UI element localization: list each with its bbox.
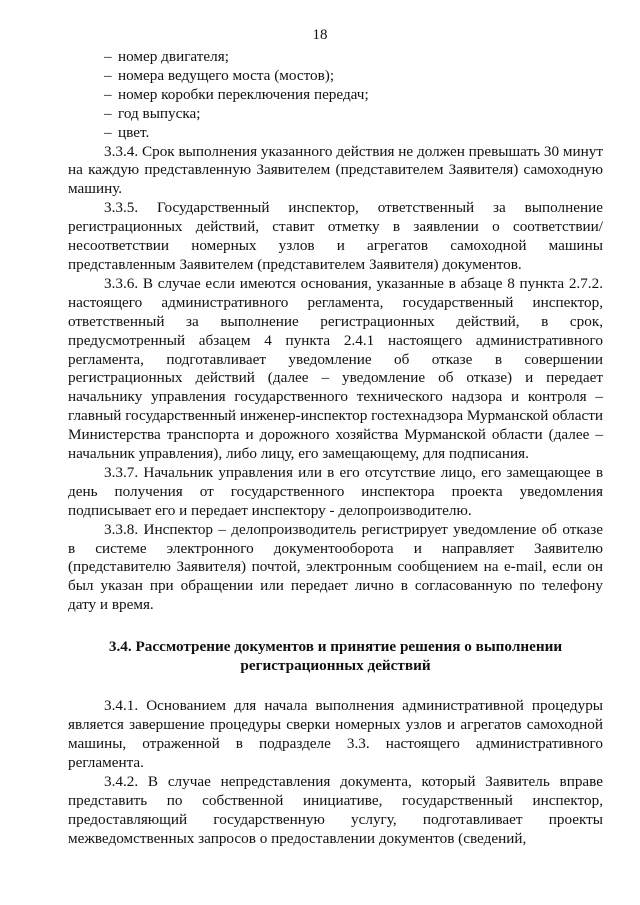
paragraph-3-4-2: 3.4.2. В случае непредставления документа, который Заявитель вправе представить по собственной инициативе, государственный инспектор, предоставляющий государственную услугу, подготавливает проекты межведомственных запросов о предоставлении документов (сведений, [68, 772, 603, 847]
bullet-dash: – [104, 123, 112, 141]
paragraph-3-3-4: 3.3.4. Срок выполнения указанного действия не должен превышать 30 минут на каждую представленную Заявителем (представителем Заявителя) самоходную машину. [68, 142, 603, 198]
bullet-item [68, 105, 603, 124]
paragraph-3-3-5: 3.3.5. Государственный инспектор, ответственный за выполнение регистрационных действий, ставит отметку в заявлении о соответствии/несоответствии номерных узлов и агрегатов самоходной машины представленным Заявителем (представителем Заявителя) документов. [68, 199, 603, 273]
paragraph-3-3-6: 3.3.6. В случае если имеются основания, указанные в абзаце 8 пункта 2.7.2. настоящего административного регламента, государственный инспектор, ответственный за выполнение регистрационных действий, в срок, предусмотренный абзацем 4 пункта 2.4.1 настоящего административного регламента, подготавливает уведомление об отказе в совершении регистрационных действий (далее – уведомление об отказе) и передает начальнику управления государственного технического надзора и контроля – главный государственный инженер-инспектор гостехнадзора Мурманской области Министерства транспорта и дорожного хозяйства Мурманской области (далее – начальник управления), либо лицу, его замещающему, для подписания. [68, 274, 603, 463]
bullet-dash: – [104, 48, 112, 65]
bullet-item [68, 124, 603, 143]
section-heading-line-2: регистрационных действий [240, 657, 431, 675]
bullet-list [68, 48, 603, 143]
bullet-item [68, 86, 603, 105]
section-heading [68, 637, 603, 675]
page-number: 18 [312, 27, 328, 43]
section-heading-line-1: 3.4. Рассмотрение документов и принятие решения о выполнении [108, 638, 563, 656]
bullet-dash: – [104, 104, 112, 122]
bullet-dash: – [104, 66, 112, 84]
bullet-text: цвет. [118, 123, 150, 141]
bullet-dash: – [104, 85, 112, 103]
bullet-text: год выпуска; [118, 104, 201, 122]
bullet-item [68, 48, 603, 67]
document-body [68, 48, 603, 848]
bullet-item [68, 67, 603, 86]
bullet-text: номер коробки переключения передач; [118, 85, 369, 103]
paragraph-3-3-8: 3.3.8. Инспектор – делопроизводитель регистрирует уведомление об отказе в системе электронного документооборота и направляет Заявителю (представителю Заявителя) почтой, электронным сообщением на e-mail, если он был указан при обращении или передает лично в согласованную по телефону дату и время. [68, 520, 603, 614]
bullet-text: номер двигателя; [118, 48, 229, 65]
bullet-text: номера ведущего моста (мостов); [118, 66, 335, 84]
paragraph-3-4-1: 3.4.1. Основанием для начала выполнения административной процедуры является завершение процедуры сверки номерных узлов и агрегатов самоходной машины, отраженной в подразделе 3.3. настоящего административного регламента. [68, 697, 603, 771]
paragraph-3-3-7: 3.3.7. Начальник управления или в его отсутствие лицо, его замещающее в день получения от государственного инспектора проекта уведомления подписывает его и передает инспектору - делопроизводителю. [68, 463, 603, 519]
